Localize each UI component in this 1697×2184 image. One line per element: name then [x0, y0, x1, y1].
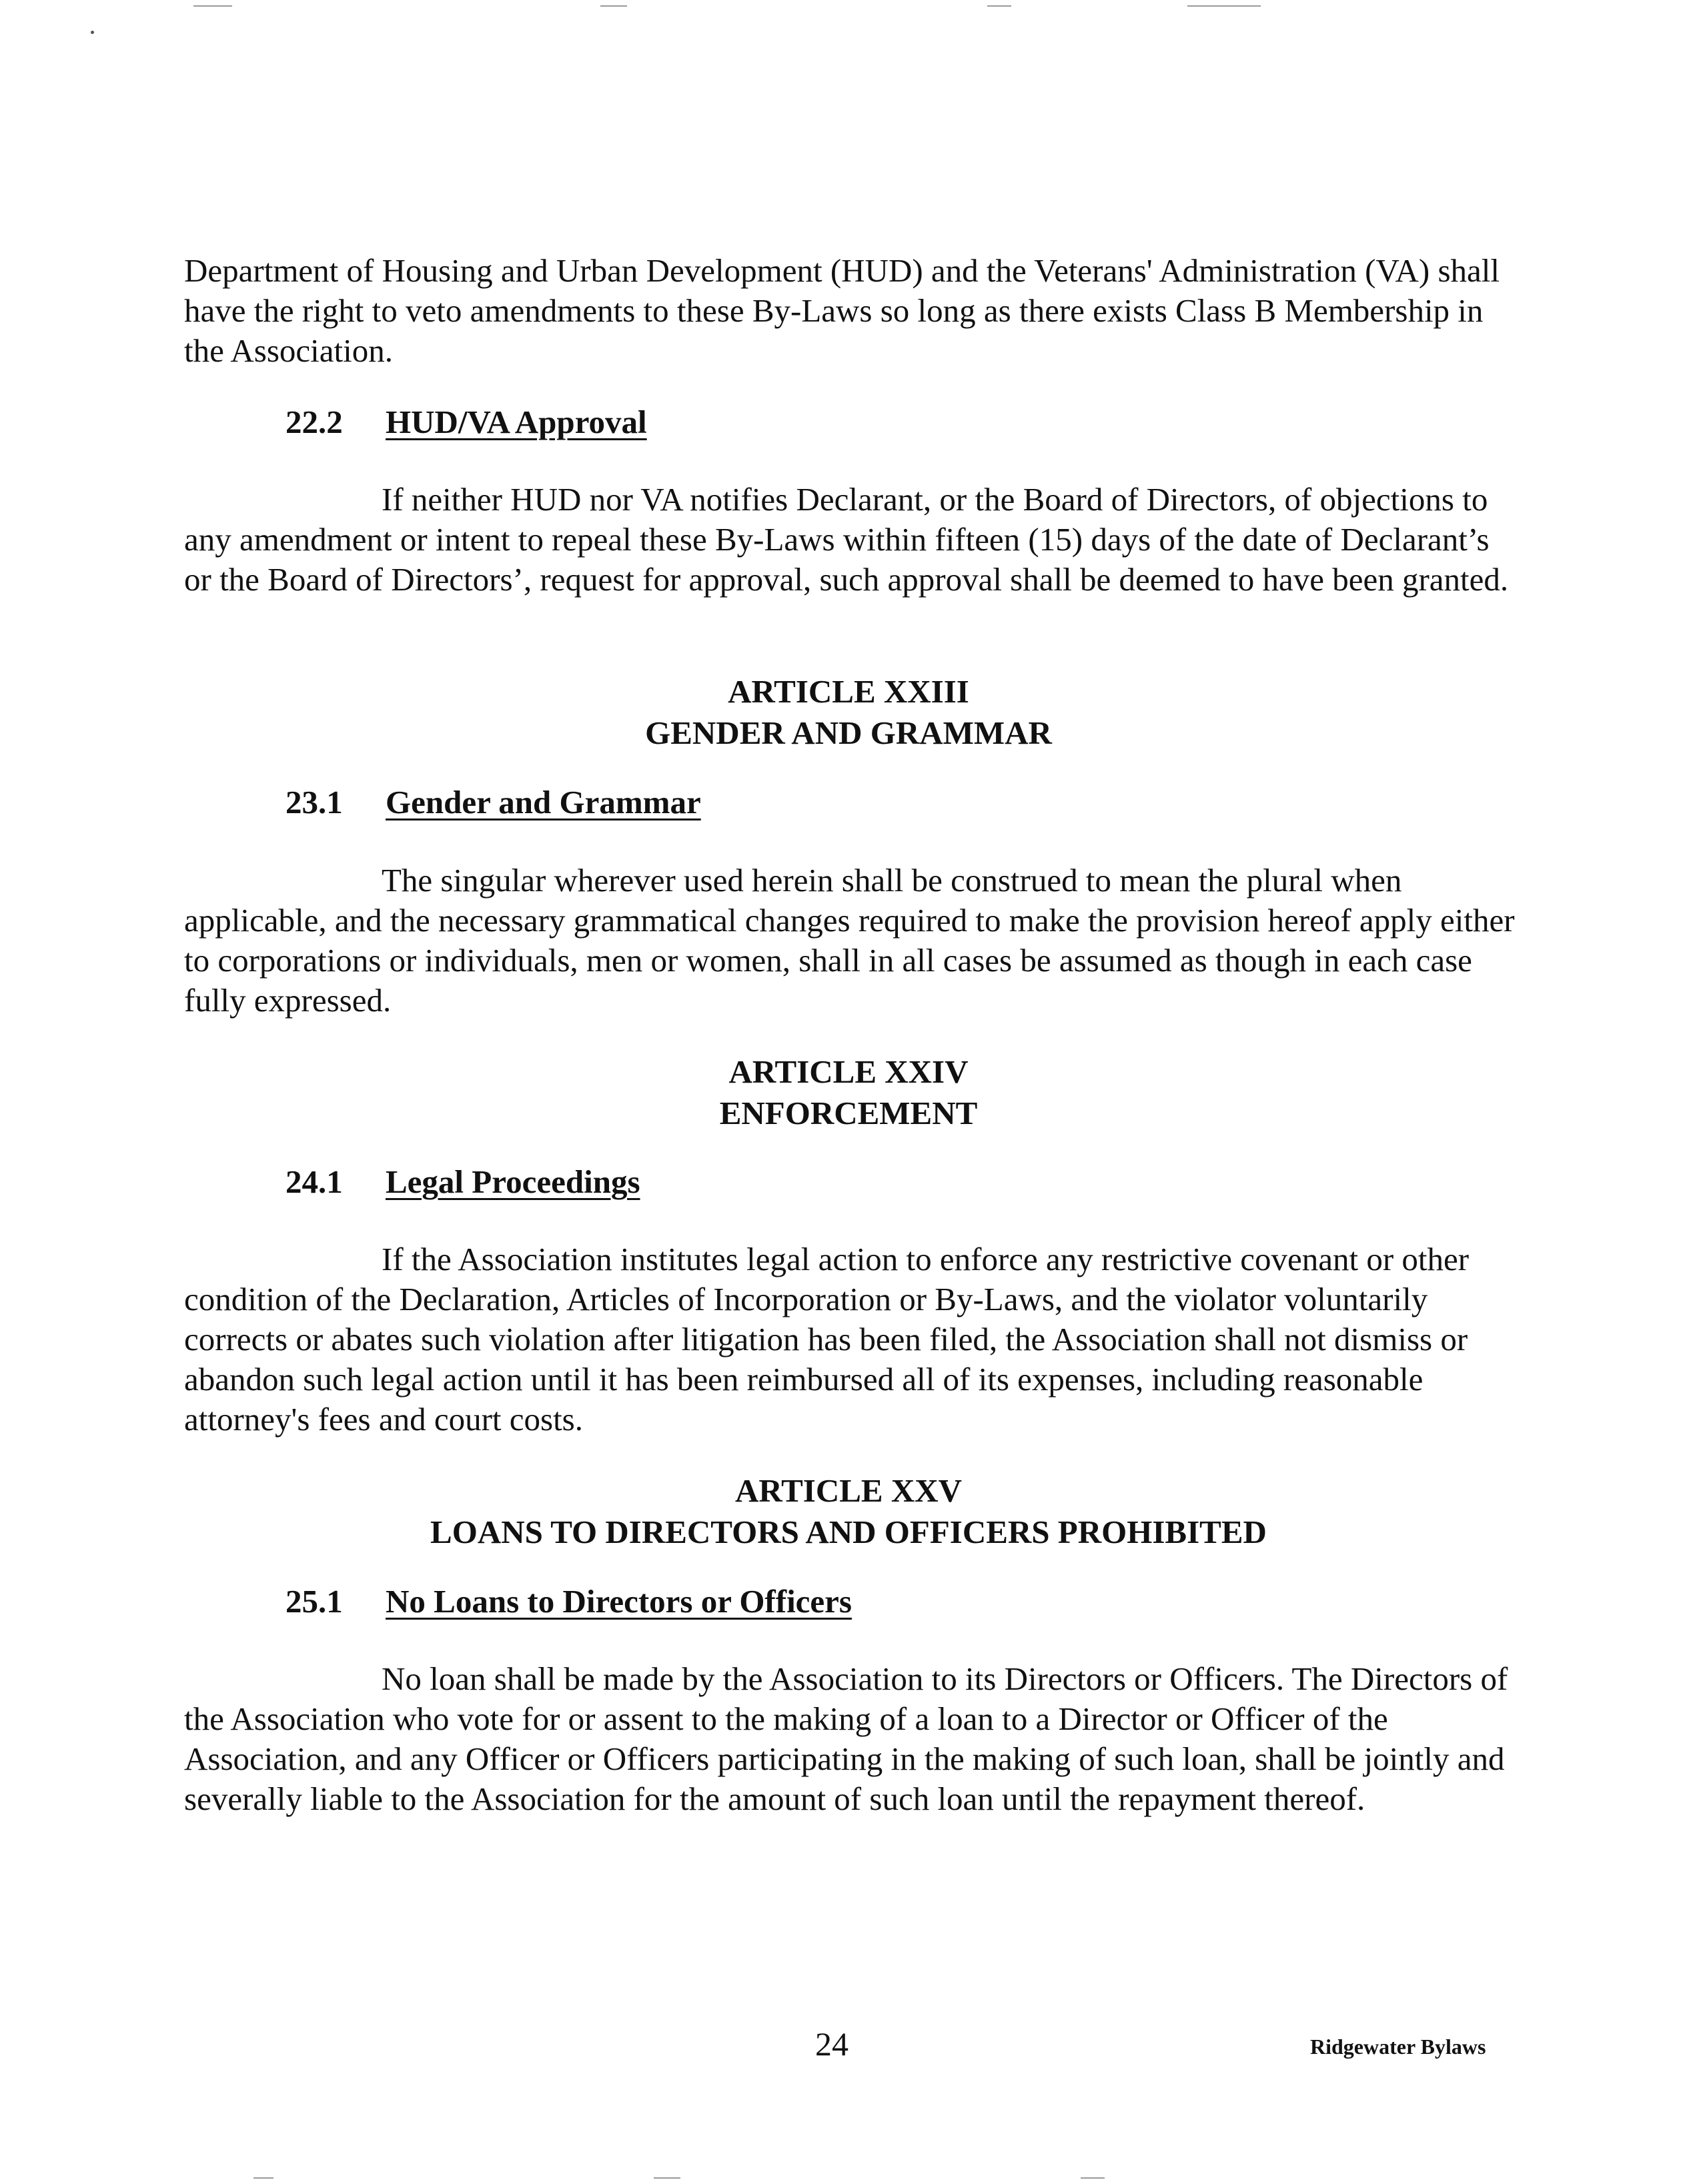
section-heading-24-1	[286, 1162, 640, 1202]
scan-artifact-bottom	[253, 2177, 273, 2179]
document-name-footer: Ridgewater Bylaws	[1310, 2035, 1486, 2059]
article-heading-xxiii	[0, 671, 1697, 754]
scan-artifact-top	[987, 5, 1011, 7]
section-body-text: No loan shall be made by the Association to its Directors or Officers. The Directors of the Association who vote for or assent to the making of a loan to a Director or Officer of the Association, and any Officer or Officers participating in the making of such loan, shall be jointly and severally liable to the Association for the amount of such loan until the repayment thereof.	[184, 1660, 1508, 1817]
scan-artifact-top	[193, 5, 232, 7]
scan-artifact-dot	[91, 31, 94, 34]
article-label: ARTICLE XXV	[735, 1472, 962, 1509]
section-title: No Loans to Directors or Officers	[386, 1583, 852, 1620]
section-number: 25.1	[286, 1583, 343, 1620]
article-title: GENDER AND GRAMMAR	[645, 714, 1052, 751]
article-heading-xxv	[0, 1470, 1697, 1553]
section-title: Gender and Grammar	[386, 784, 701, 821]
intro-paragraph: Department of Housing and Urban Development (HUD) and the Veterans' Administration (VA) shall have the right to veto amendments to these By-Laws so long as there exists Class B Membership in the Association.	[184, 252, 1500, 369]
scan-artifact-top	[600, 5, 627, 7]
section-body-23-1	[184, 861, 1518, 1021]
page-number: 24	[815, 2025, 848, 2063]
section-body-text: If the Association institutes legal action to enforce any restrictive covenant or other condition of the Declaration, Articles of Incorporation or By-Laws, and the violator voluntarily corrects or abates such violation after litigation has been filed, the Association shall not dismiss or abandon such legal action until it has been reimbursed all of its expenses, including reasonable attorney's fees and court costs.	[184, 1241, 1470, 1438]
article-label: ARTICLE XXIII	[728, 673, 969, 710]
section-heading-22-2	[286, 402, 647, 442]
section-body-22-2	[184, 480, 1518, 600]
scan-artifact-top	[1187, 5, 1261, 7]
article-title: ENFORCEMENT	[719, 1095, 978, 1131]
section-body-25-1	[184, 1659, 1518, 1819]
scan-artifact-bottom	[1081, 2177, 1105, 2179]
section-title: HUD/VA Approval	[386, 404, 647, 440]
article-heading-xxiv	[0, 1051, 1697, 1134]
article-title: LOANS TO DIRECTORS AND OFFICERS PROHIBITED	[430, 1514, 1267, 1550]
section-body-24-1	[184, 1239, 1518, 1440]
article-label: ARTICLE XXIV	[728, 1053, 969, 1090]
section-body-text: If neither HUD nor VA notifies Declarant, or the Board of Directors, of objections to any amendment or intent to repeal these By-Laws within fifteen (15) days of the date of Declarant’s or the Board of Directors’, request for approval, such approval shall be deemed to have been granted.	[184, 481, 1509, 598]
section-heading-25-1	[286, 1582, 852, 1622]
section-number: 22.2	[286, 404, 343, 440]
section-body-text: The singular wherever used herein shall be construed to mean the plural when applicable, and the necessary grammatical changes required to make the provision hereof apply either to corporations or individuals, men or women, shall in all cases be assumed as though in each case fully expressed.	[184, 862, 1515, 1019]
section-number: 23.1	[286, 784, 343, 821]
scan-artifact-bottom	[654, 2177, 680, 2179]
section-heading-23-1	[286, 782, 701, 823]
section-number: 24.1	[286, 1163, 343, 1200]
section-title: Legal Proceedings	[386, 1163, 640, 1200]
